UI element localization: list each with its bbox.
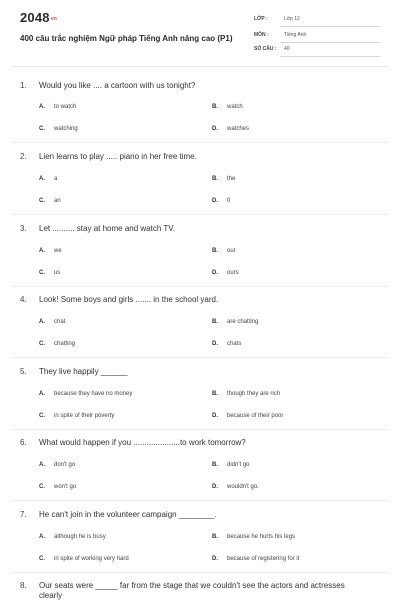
option-7b[interactable] (212, 534, 295, 540)
option-7a[interactable] (39, 534, 106, 540)
option-text: won't go (54, 484, 77, 490)
option-3d[interactable] (212, 270, 239, 276)
option-text: in spite of working very hard (54, 556, 129, 562)
option-text: although he is busy (54, 534, 106, 540)
question-2 (20, 152, 197, 161)
option-2a[interactable] (39, 176, 57, 182)
site-logo[interactable] (20, 10, 57, 25)
option-5d[interactable] (212, 413, 283, 419)
option-letter: A. (39, 391, 45, 397)
option-2b[interactable] (212, 176, 235, 182)
meta-value: 40 (284, 46, 290, 52)
question-divider (12, 357, 388, 358)
option-letter: C. (39, 484, 45, 490)
option-text: to watch (54, 104, 77, 110)
option-5a[interactable] (39, 391, 132, 397)
option-text: though they are rich (227, 391, 281, 397)
question-number: 8. (20, 581, 27, 590)
meta-key: SỐ CÂU : (254, 46, 277, 52)
option-4c[interactable] (39, 341, 75, 347)
option-4a[interactable] (39, 319, 65, 325)
question-divider (12, 214, 388, 215)
option-letter: A. (39, 462, 45, 468)
meta-key: LỚP : (254, 16, 268, 22)
logo-text: 2048 (20, 10, 50, 25)
option-letter: A. (39, 104, 45, 110)
option-letter: C. (39, 270, 45, 276)
option-letter: C. (39, 198, 45, 204)
option-4d[interactable] (212, 341, 241, 347)
logo-suffix: vn (50, 16, 57, 22)
option-1b[interactable] (212, 104, 243, 110)
question-number: 3. (20, 224, 27, 233)
option-letter: D. (212, 126, 218, 132)
option-text: wouldn't go. (227, 484, 259, 490)
question-3 (20, 224, 175, 233)
option-letter: D. (212, 198, 218, 204)
option-text: chats (227, 341, 242, 347)
option-text: chatting (54, 341, 76, 347)
question-text: He can't join in the volunteer campaign ________. (39, 510, 217, 519)
question-divider (12, 286, 388, 287)
option-text: our (227, 248, 236, 254)
question-number: 7. (20, 510, 27, 519)
option-letter: B. (212, 176, 218, 182)
option-letter: A. (39, 248, 45, 254)
meta-underline (280, 26, 380, 27)
meta-class (254, 15, 380, 27)
option-6a[interactable] (39, 462, 75, 468)
option-letter: B. (212, 462, 218, 468)
question-divider (12, 500, 388, 501)
meta-value: Lớp 12 (284, 16, 300, 22)
question-number: 4. (20, 295, 27, 304)
question-8 (20, 581, 368, 600)
question-text: Our seats were _____ far from the stage that we couldn't see the actors and actresses clearly (39, 581, 345, 600)
option-text: are chatting (227, 319, 259, 325)
option-text: didn't go (227, 462, 250, 468)
question-text: Look! Some boys and girls ....... in the school yard. (39, 295, 219, 304)
question-text: They live happily ______ (39, 367, 128, 376)
option-letter: D. (212, 556, 218, 562)
question-4 (20, 295, 218, 304)
option-text: an (54, 198, 61, 204)
option-letter: D. (212, 341, 218, 347)
meta-subject (254, 31, 380, 43)
option-letter: C. (39, 341, 45, 347)
question-number: 5. (20, 367, 27, 376)
option-3a[interactable] (39, 248, 62, 254)
option-3b[interactable] (212, 248, 236, 254)
option-7c[interactable] (39, 556, 129, 562)
option-letter: C. (39, 126, 45, 132)
meta-key: MÔN : (254, 32, 269, 38)
option-letter: B. (212, 248, 218, 254)
option-text: watch (227, 104, 243, 110)
option-letter: B. (212, 391, 218, 397)
option-1a[interactable] (39, 104, 76, 110)
header-divider (12, 66, 388, 67)
option-text: the (227, 176, 236, 182)
option-letter: A. (39, 534, 45, 540)
option-text: we (54, 248, 62, 254)
option-7d[interactable] (212, 556, 299, 562)
meta-underline (280, 56, 380, 57)
option-letter: A. (39, 319, 45, 325)
option-text: 0 (227, 198, 231, 204)
option-letter: D. (212, 270, 218, 276)
option-text: us (54, 270, 61, 276)
option-text: watching (54, 126, 78, 132)
question-text: Lien learns to play ..... piano in her free time. (39, 152, 197, 161)
option-text: because he hurts his legs (227, 534, 296, 540)
question-number: 1. (20, 81, 27, 90)
meta-question-count (254, 45, 380, 57)
question-number: 6. (20, 438, 27, 447)
question-1 (20, 81, 195, 90)
option-4b[interactable] (212, 319, 258, 325)
meta-value: Tiếng Anh (284, 32, 307, 38)
question-text: Would you like .... a cartoon with us tonight? (39, 81, 196, 90)
option-letter: B. (212, 104, 218, 110)
option-text: because of their poor (227, 413, 284, 419)
question-5 (20, 367, 128, 376)
option-letter: C. (39, 413, 45, 419)
question-text: Let .......... stay at home and watch TV. (39, 224, 176, 233)
option-6d[interactable] (212, 484, 259, 490)
option-text: don't go (54, 462, 76, 468)
option-text: because of registering for it (227, 556, 300, 562)
option-5b[interactable] (212, 391, 280, 397)
option-5c[interactable] (39, 413, 114, 419)
question-7 (20, 510, 217, 519)
option-text: watches (227, 126, 250, 132)
option-6c[interactable] (39, 484, 76, 490)
option-2d[interactable] (212, 198, 230, 204)
option-6b[interactable] (212, 462, 250, 468)
option-letter: D. (212, 484, 218, 490)
option-text: ours (227, 270, 239, 276)
question-text: What would happen if you .....................to work tomorrow? (39, 438, 246, 447)
option-1c[interactable] (39, 126, 78, 132)
option-letter: D. (212, 413, 218, 419)
document-title: 400 câu trắc nghiệm Ngữ pháp Tiếng Anh nâng cao (P1) (20, 34, 233, 43)
worksheet-header (0, 0, 400, 68)
question-6 (20, 438, 246, 447)
question-divider (12, 429, 388, 430)
option-1d[interactable] (212, 126, 249, 132)
option-letter: A. (39, 176, 45, 182)
option-text: in spite of their poverty (54, 413, 115, 419)
option-2c[interactable] (39, 198, 61, 204)
question-divider (12, 142, 388, 143)
option-text: chat (54, 319, 66, 325)
option-text: because they have no money (54, 391, 133, 397)
question-divider (12, 572, 388, 573)
question-number: 2. (20, 152, 27, 161)
option-letter: C. (39, 556, 45, 562)
meta-underline (280, 42, 380, 43)
option-3c[interactable] (39, 270, 60, 276)
option-letter: B. (212, 319, 218, 325)
option-letter: B. (212, 534, 218, 540)
option-text: a (54, 176, 58, 182)
